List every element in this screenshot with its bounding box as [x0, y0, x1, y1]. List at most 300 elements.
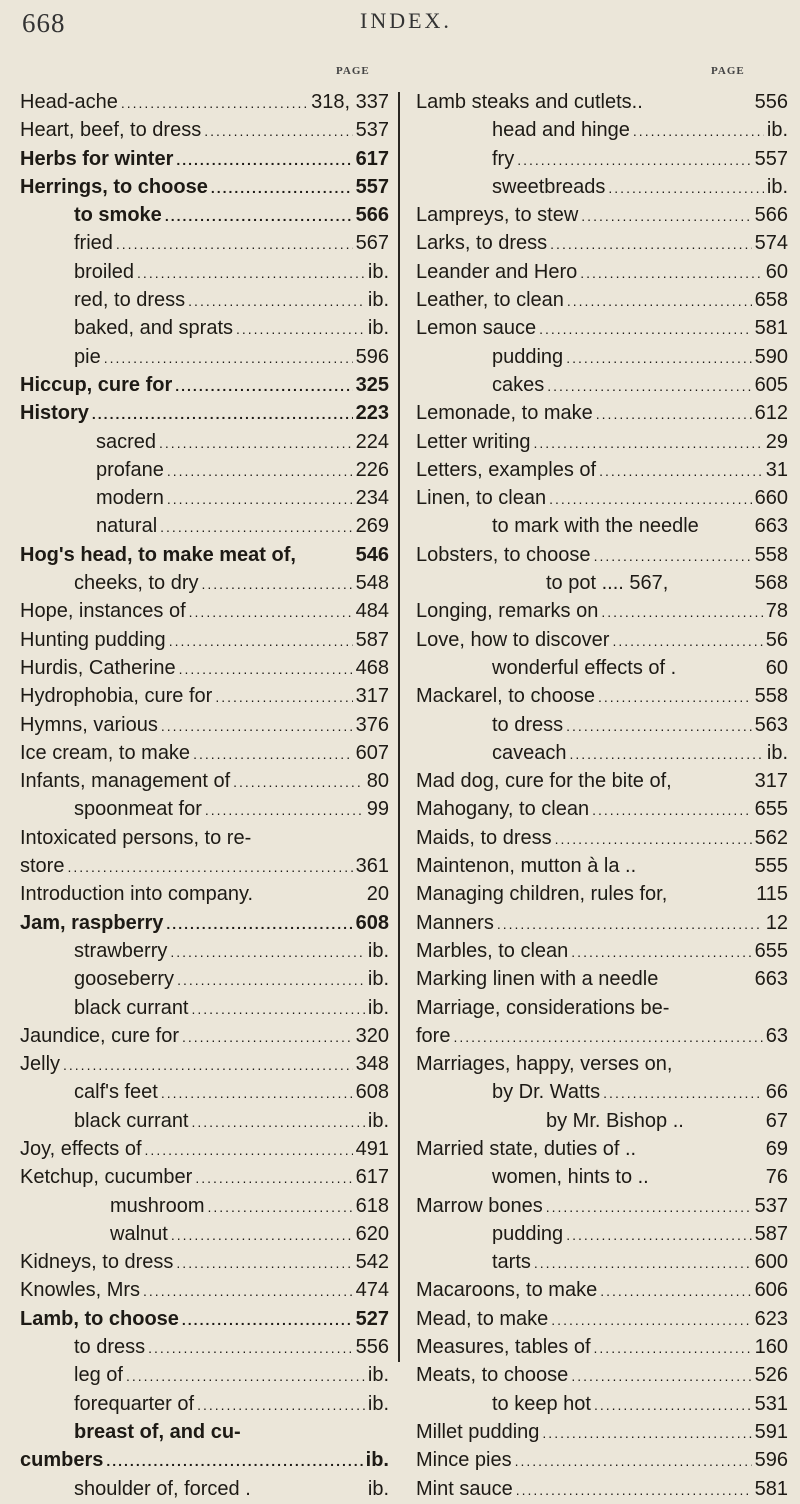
index-entry: [20, 201, 389, 229]
index-entry: [20, 116, 389, 144]
leader-dots: [550, 230, 751, 258]
leader-dots: [215, 683, 352, 711]
entry-text: Leather, to clean: [416, 289, 564, 312]
page-reference: 67: [765, 1109, 788, 1132]
page-reference: 612: [754, 402, 788, 425]
page-reference: 566: [355, 204, 389, 227]
leader-dots: [145, 1136, 353, 1164]
entry-text: broiled: [74, 260, 135, 283]
index-entry: [416, 116, 788, 144]
leader-dots: [165, 202, 353, 230]
index-entry: [416, 88, 788, 116]
leader-dots: [570, 740, 764, 768]
page-number: 668: [22, 8, 66, 38]
entry-text: Mackarel, to choose: [416, 685, 595, 708]
page-reference: 69: [765, 1137, 788, 1160]
leader-dots: [121, 89, 308, 117]
page-reference: ib.: [367, 1392, 389, 1415]
page-reference: 558: [754, 543, 788, 566]
index-entry: [416, 937, 788, 965]
index-entry: [416, 711, 788, 739]
page-reference: 618: [355, 1194, 389, 1217]
leader-dots: [192, 1108, 365, 1136]
leader-dots: [161, 712, 353, 740]
index-entry: [20, 965, 389, 993]
entry-text: Knowles, Mrs: [20, 1279, 141, 1302]
entry-text: mushroom: [110, 1194, 205, 1217]
entry-text: to pot .... 567,: [546, 572, 669, 595]
page-reference: ib.: [766, 741, 788, 764]
index-column-right: [416, 88, 788, 1503]
page-reference: 587: [355, 628, 389, 651]
index-entry: [416, 852, 788, 880]
leader-dots: [169, 627, 353, 655]
index-entry: [20, 739, 389, 767]
leader-dots: [205, 796, 364, 824]
entry-text: black currant: [74, 1109, 189, 1132]
leader-dots: [202, 570, 353, 598]
entry-text: Hiccup, cure for: [20, 373, 173, 396]
leader-dots: [189, 598, 353, 626]
entry-text: Love, how to discover: [416, 628, 610, 651]
index-entry: [416, 1078, 788, 1106]
index-entry: [20, 711, 389, 739]
page-reference: 63: [765, 1024, 788, 1047]
leader-dots: [515, 1447, 752, 1475]
leader-dots: [608, 174, 763, 202]
leader-dots: [143, 1277, 353, 1305]
page-reference: 607: [355, 741, 389, 764]
leader-dots: [603, 1079, 763, 1107]
page-reference: ib.: [367, 968, 389, 991]
index-entry: [416, 1475, 788, 1503]
entry-text: spoonmeat for: [74, 798, 202, 821]
index-entry: [416, 314, 788, 342]
page-reference: ib.: [367, 260, 389, 283]
entry-text: Marriage, considerations be-: [416, 996, 670, 1019]
leader-dots: [555, 825, 752, 853]
leader-dots: [592, 796, 752, 824]
index-entry: [20, 1333, 389, 1361]
leader-dots: [233, 768, 364, 796]
page-reference: 484: [355, 600, 389, 623]
page-reference: 269: [355, 515, 389, 538]
index-entry: [416, 1361, 788, 1389]
leader-dots: [167, 485, 353, 513]
entry-text: fry: [492, 147, 515, 170]
index-entry: [416, 456, 788, 484]
index-entry: [20, 145, 389, 173]
index-entry: [20, 909, 389, 937]
entry-text: forequarter of: [74, 1392, 195, 1415]
index-entry: [20, 1361, 389, 1389]
page-reference: 556: [355, 1336, 389, 1359]
leader-dots: [581, 202, 751, 230]
leader-dots: [516, 1476, 752, 1504]
index-entry: [416, 541, 788, 569]
page-column-label: PAGE: [336, 65, 370, 77]
entry-text: Mince pies: [416, 1449, 512, 1472]
leader-dots: [92, 400, 353, 428]
page-reference: 66: [765, 1081, 788, 1104]
entry-text: profane: [96, 458, 164, 481]
leader-dots: [159, 429, 353, 457]
page-reference: 562: [754, 826, 788, 849]
index-entry: [416, 1305, 788, 1333]
page-reference: 567: [355, 232, 389, 255]
page-reference: ib.: [766, 175, 788, 198]
leader-dots: [600, 1277, 751, 1305]
entry-text: Marking linen with a needle: [416, 968, 659, 991]
index-entry: [20, 626, 389, 654]
page-reference: 663: [754, 968, 788, 991]
entry-text: Maids, to dress: [416, 826, 552, 849]
entry-text: store: [20, 855, 65, 878]
page-reference: 606: [754, 1279, 788, 1302]
leader-dots: [67, 853, 352, 881]
leader-dots: [195, 1164, 352, 1192]
entry-text: Intoxicated persons, to re-: [20, 826, 252, 849]
index-entry: [416, 343, 788, 371]
index-entry: [20, 597, 389, 625]
leader-dots: [596, 400, 752, 428]
index-entry: [416, 880, 788, 908]
page-reference: 224: [355, 430, 389, 453]
page-reference: ib.: [365, 1449, 389, 1472]
entry-text: Mead, to make: [416, 1307, 549, 1330]
page-reference: 318, 337: [311, 91, 389, 113]
page-reference: 537: [754, 1194, 788, 1217]
leader-dots: [542, 1419, 751, 1447]
entry-text: Head-ache: [20, 91, 118, 113]
leader-dots: [204, 117, 352, 145]
page-reference: 376: [355, 713, 389, 736]
index-entry: [416, 994, 788, 1022]
page-reference: 80: [366, 770, 389, 793]
entry-text: Letters, examples of: [416, 458, 597, 481]
index-entry: [20, 1305, 389, 1333]
entry-text: Married state, duties of ..: [416, 1137, 637, 1160]
leader-dots: [116, 230, 353, 258]
index-entry: [416, 399, 788, 427]
index-entry: [20, 512, 389, 540]
index-entry: [20, 484, 389, 512]
index-entry: [20, 456, 389, 484]
leader-dots: [176, 146, 352, 174]
page-reference: 60: [765, 260, 788, 283]
page-reference: 60: [765, 656, 788, 679]
entry-text: Hunting pudding: [20, 628, 166, 651]
leader-dots: [126, 1362, 365, 1390]
entry-text: cheeks, to dry: [74, 572, 199, 595]
index-entry: [20, 428, 389, 456]
index-entry: [20, 1107, 389, 1135]
leader-dots: [160, 513, 352, 541]
entry-text: gooseberry: [74, 968, 175, 991]
index-entry: [416, 1276, 788, 1304]
index-entry: [20, 880, 389, 908]
entry-text: pudding: [492, 345, 564, 368]
index-entry: [20, 1135, 389, 1163]
leader-dots: [599, 457, 763, 485]
page-reference: 223: [355, 402, 389, 425]
page-reference: 542: [355, 1251, 389, 1274]
leader-dots: [612, 627, 762, 655]
entry-text: shoulder of, forced .: [74, 1477, 251, 1500]
entry-text: Lemonade, to make: [416, 402, 593, 425]
index-entry: [20, 343, 389, 371]
entry-text: Measures, tables of: [416, 1336, 591, 1359]
leader-dots: [601, 598, 762, 626]
entry-text: Herbs for winter: [20, 147, 174, 170]
index-entry: [20, 1050, 389, 1078]
entry-text: Jam, raspberry: [20, 911, 164, 934]
page-reference: 546: [355, 543, 389, 566]
leader-dots: [594, 1334, 752, 1362]
leader-dots: [193, 740, 353, 768]
leader-dots: [207, 1193, 352, 1221]
entry-text: sweetbreads: [492, 175, 606, 198]
index-entry: [416, 258, 788, 286]
leader-dots: [170, 938, 365, 966]
page-reference: 491: [355, 1137, 389, 1160]
entry-text: Introduction into company.: [20, 883, 254, 906]
leader-dots: [197, 1391, 365, 1419]
index-entry: [416, 145, 788, 173]
page-reference: 31: [765, 458, 788, 481]
entry-text: strawberry: [74, 939, 168, 962]
index-entry: [20, 173, 389, 201]
page-reference: 234: [355, 487, 389, 510]
page-reference: 574: [754, 232, 788, 255]
entry-text: Mahogany, to clean: [416, 798, 590, 821]
column-divider: [398, 92, 400, 1362]
index-entry: [416, 1135, 788, 1163]
entry-text: Marbles, to clean: [416, 939, 569, 962]
leader-dots: [547, 372, 751, 400]
leader-dots: [236, 315, 365, 343]
leader-dots: [175, 372, 352, 400]
entry-text: Ketchup, cucumber: [20, 1166, 193, 1189]
index-entry: [416, 569, 788, 597]
page-reference: 76: [765, 1166, 788, 1189]
page-reference: 658: [754, 289, 788, 312]
index-entry: [416, 371, 788, 399]
page-reference: 587: [754, 1222, 788, 1245]
entry-text: Ice cream, to make: [20, 741, 191, 764]
leader-dots: [566, 344, 751, 372]
index-entry: [20, 286, 389, 314]
entry-text: caveach: [492, 741, 567, 764]
entry-text: Infants, management of: [20, 770, 231, 793]
index-entry: [20, 1390, 389, 1418]
index-entry: [416, 767, 788, 795]
page-reference: 557: [754, 147, 788, 170]
entry-text: Jaundice, cure for: [20, 1024, 179, 1047]
page-reference: 558: [754, 685, 788, 708]
page-reference: 605: [754, 373, 788, 396]
entry-text: baked, and sprats: [74, 317, 233, 340]
entry-text: Linen, to clean: [416, 487, 547, 510]
entry-text: by Dr. Watts: [492, 1081, 601, 1104]
entry-text: modern: [96, 487, 164, 510]
index-entry: [416, 824, 788, 852]
index-entry: [20, 852, 389, 880]
index-entry: [20, 1248, 389, 1276]
entry-text: Kidneys, to dress: [20, 1251, 174, 1274]
index-entry: [416, 626, 788, 654]
entry-text: Lemon sauce: [416, 317, 537, 340]
page-reference: ib.: [367, 1109, 389, 1132]
page-reference: ib.: [367, 939, 389, 962]
index-entry: [20, 654, 389, 682]
entry-text: Mad dog, cure for the bite of,: [416, 770, 672, 793]
page-reference: 226: [355, 458, 389, 481]
page-reference: ib.: [367, 289, 389, 312]
entry-text: fried: [74, 232, 113, 255]
index-entry: [20, 1220, 389, 1248]
page-reference: 590: [754, 345, 788, 368]
leader-dots: [549, 485, 752, 513]
entry-text: cakes: [492, 373, 545, 396]
index-entry: [20, 1446, 389, 1474]
page-reference: 468: [355, 656, 389, 679]
page-reference: 608: [355, 911, 389, 934]
index-entry: [20, 399, 389, 427]
page-reference: 527: [355, 1307, 389, 1330]
leader-dots: [453, 1023, 762, 1051]
index-entry: [20, 1418, 389, 1446]
page-reference: 608: [355, 1081, 389, 1104]
index-entry: [416, 739, 788, 767]
page-column-label: PAGE: [711, 65, 745, 77]
leader-dots: [177, 966, 365, 994]
entry-text: History: [20, 402, 89, 425]
page-reference: 348: [355, 1053, 389, 1076]
page-reference: ib.: [367, 996, 389, 1019]
entry-text: to dress: [492, 713, 564, 736]
leader-dots: [534, 429, 763, 457]
page-reference: 526: [754, 1364, 788, 1387]
entry-text: black currant: [74, 996, 189, 1019]
page-reference: 12: [765, 911, 788, 934]
index-entry: [20, 541, 389, 569]
index-entry: [416, 1418, 788, 1446]
entry-text: Longing, remarks on: [416, 600, 599, 623]
entry-text: Hurdis, Catherine: [20, 656, 176, 679]
page-reference: 537: [355, 119, 389, 142]
index-entry: [416, 1248, 788, 1276]
entry-text: sacred: [96, 430, 157, 453]
index-column-left: [20, 88, 389, 1503]
index-entry: [20, 314, 389, 342]
leader-dots: [171, 1221, 353, 1249]
page-reference: 568: [754, 572, 788, 595]
entry-text: to smoke: [74, 204, 162, 227]
entry-text: to mark with the needle: [492, 515, 699, 538]
page-reference: 655: [754, 798, 788, 821]
index-entry: [20, 1276, 389, 1304]
index-entry: [20, 682, 389, 710]
leader-dots: [598, 683, 752, 711]
leader-dots: [517, 146, 751, 174]
leader-dots: [148, 1334, 352, 1362]
page-reference: 56: [765, 628, 788, 651]
leader-dots: [188, 287, 365, 315]
index-entry: [416, 1163, 788, 1191]
leader-dots: [534, 1249, 752, 1277]
index-entry: [416, 1333, 788, 1361]
entry-text: to dress: [74, 1336, 146, 1359]
leader-dots: [567, 287, 752, 315]
page-reference: 581: [754, 1477, 788, 1500]
leader-dots: [571, 1362, 751, 1390]
entry-text: Lamb, to choose: [20, 1307, 179, 1330]
index-entry: [416, 1022, 788, 1050]
entry-text: Marrow bones: [416, 1194, 543, 1217]
index-entry: [416, 1107, 788, 1135]
leader-dots: [566, 1221, 751, 1249]
entry-text: pie: [74, 345, 101, 368]
index-entry: [416, 795, 788, 823]
entry-text: Hydrophobia, cure for: [20, 685, 213, 708]
page-reference: 655: [754, 939, 788, 962]
page-reference: 317: [355, 685, 389, 708]
index-entry: [20, 937, 389, 965]
index-entry: [416, 512, 788, 540]
leader-dots: [497, 910, 763, 938]
page-reference: 620: [355, 1222, 389, 1245]
entry-text: Larks, to dress: [416, 232, 548, 255]
entry-text: walnut: [110, 1222, 168, 1245]
leader-dots: [137, 259, 365, 287]
index-entry: [416, 286, 788, 314]
leader-dots: [192, 995, 365, 1023]
page-reference: 591: [754, 1420, 788, 1443]
index-entry: [20, 1078, 389, 1106]
entry-text: calf's feet: [74, 1081, 158, 1104]
index-entry: [20, 371, 389, 399]
entry-text: pudding: [492, 1222, 564, 1245]
entry-text: Lamb steaks and cutlets..: [416, 91, 643, 113]
index-entry: [20, 569, 389, 597]
entry-text: women, hints to ..: [492, 1166, 649, 1189]
index-entry: [416, 428, 788, 456]
index-entry: [20, 994, 389, 1022]
index-entry: [20, 767, 389, 795]
leader-dots: [63, 1051, 353, 1079]
page-reference: 78: [765, 600, 788, 623]
entry-text: Hope, instances of: [20, 600, 186, 623]
entry-text: head and hinge: [492, 119, 630, 142]
page-reference: 617: [355, 1166, 389, 1189]
leader-dots: [166, 910, 352, 938]
page-reference: 617: [355, 147, 389, 170]
index-entry: [20, 795, 389, 823]
entry-text: Millet pudding: [416, 1420, 540, 1443]
entry-text: Hymns, various: [20, 713, 158, 736]
index-entry: [20, 229, 389, 257]
page-reference: 663: [754, 515, 788, 538]
entry-text: Herrings, to choose: [20, 175, 208, 198]
leader-dots: [211, 174, 353, 202]
page-reference: 556: [754, 91, 788, 113]
index-entry: [20, 88, 389, 116]
entry-text: Joy, effects of: [20, 1137, 142, 1160]
index-entry: [20, 258, 389, 286]
index-entry: [20, 1192, 389, 1220]
leader-dots: [167, 457, 353, 485]
